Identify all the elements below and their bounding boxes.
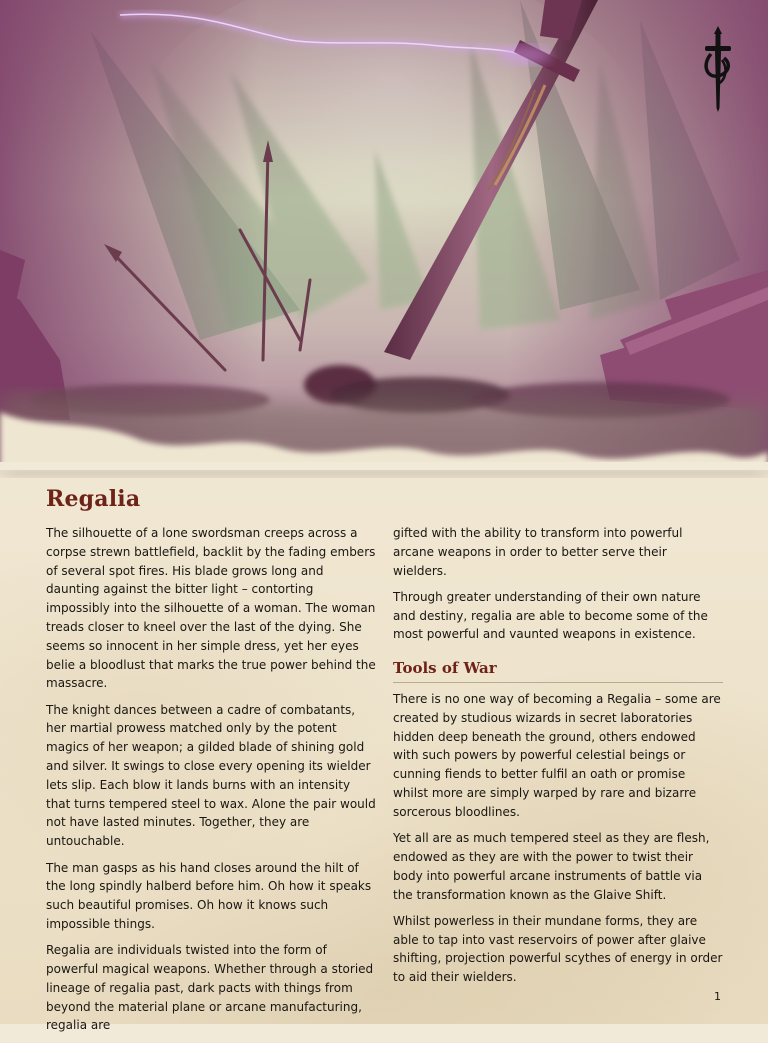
body-paragraph: Through greater understanding of their own nature and destiny, regalia are able to become some of the most powerful and vaunted weapons in existence. [393, 589, 708, 642]
dagger-emblem-icon [698, 24, 738, 112]
section-heading: Tools of War [393, 659, 723, 683]
body-paragraph: Yet all are as much tempered steel as they are flesh, endowed as they are with the power to twist their body into powerful arcane instruments of battle via the transformation known as the Glaive Shift. [393, 831, 710, 902]
page-title: Regalia [46, 486, 141, 512]
body-paragraph: The silhouette of a lone swordsman creeps across a corpse strewn battlefield, backlit by the fading embers of several spot fires. His blade grows long and daunting against the bitter light – contorting impossibly into the silhouette of a woman. The woman treads closer to kneel over the last of the dying. She seems so innocent in her simple dress, yet her eyes belie a bloodlust that marks the true power behind the massacre. [46, 526, 376, 691]
body-paragraph: Whilst powerless in their mundane forms, they are able to tap into vast reservoirs of power after glaive shifting, projection powerful scythes of energy in order to aid their wielders. [393, 913, 723, 985]
left-column [46, 524, 376, 1043]
hero-illustration [0, 0, 768, 470]
body-paragraph: gifted with the ability to transform into powerful arcane weapons in order to better serve their wielders. [393, 526, 683, 578]
body-paragraph: There is no one way of becoming a Regalia – some are created by studious wizards in secret laboratories hidden deep beneath the ground, others endowed with such powers by powerful celestial beings or cunning fiends to better fulfil an oath or promise whilst more are simply warped by rare and bizarre sorcerous bloodlines. [393, 692, 721, 819]
body-paragraph: The man gasps as his hand closes around the hilt of the long spindly halberd before him. Oh how it speaks such beautiful promises. Oh how it knows such impossible things. [46, 860, 372, 931]
page-number: 1 [714, 990, 721, 1003]
body-paragraph: Regalia are individuals twisted into the form of powerful magical weapons. Whether through a storied lineage of regalia past, dark pacts with things from beyond the material plane or arcane manufacturing, regalia are [46, 943, 374, 1033]
right-column [393, 524, 723, 995]
body-paragraph: The knight dances between a cadre of combatants, her martial prowess matched only by the potent magics of her weapon; a gilded blade of shining gold and silver. It swings to close every opening its wielder lets slip. Each blow it lands burns with an intensity that turns tempered steel to wax. Alone the pair would not have lasted minutes. Together, they are untouchable. [46, 702, 376, 849]
